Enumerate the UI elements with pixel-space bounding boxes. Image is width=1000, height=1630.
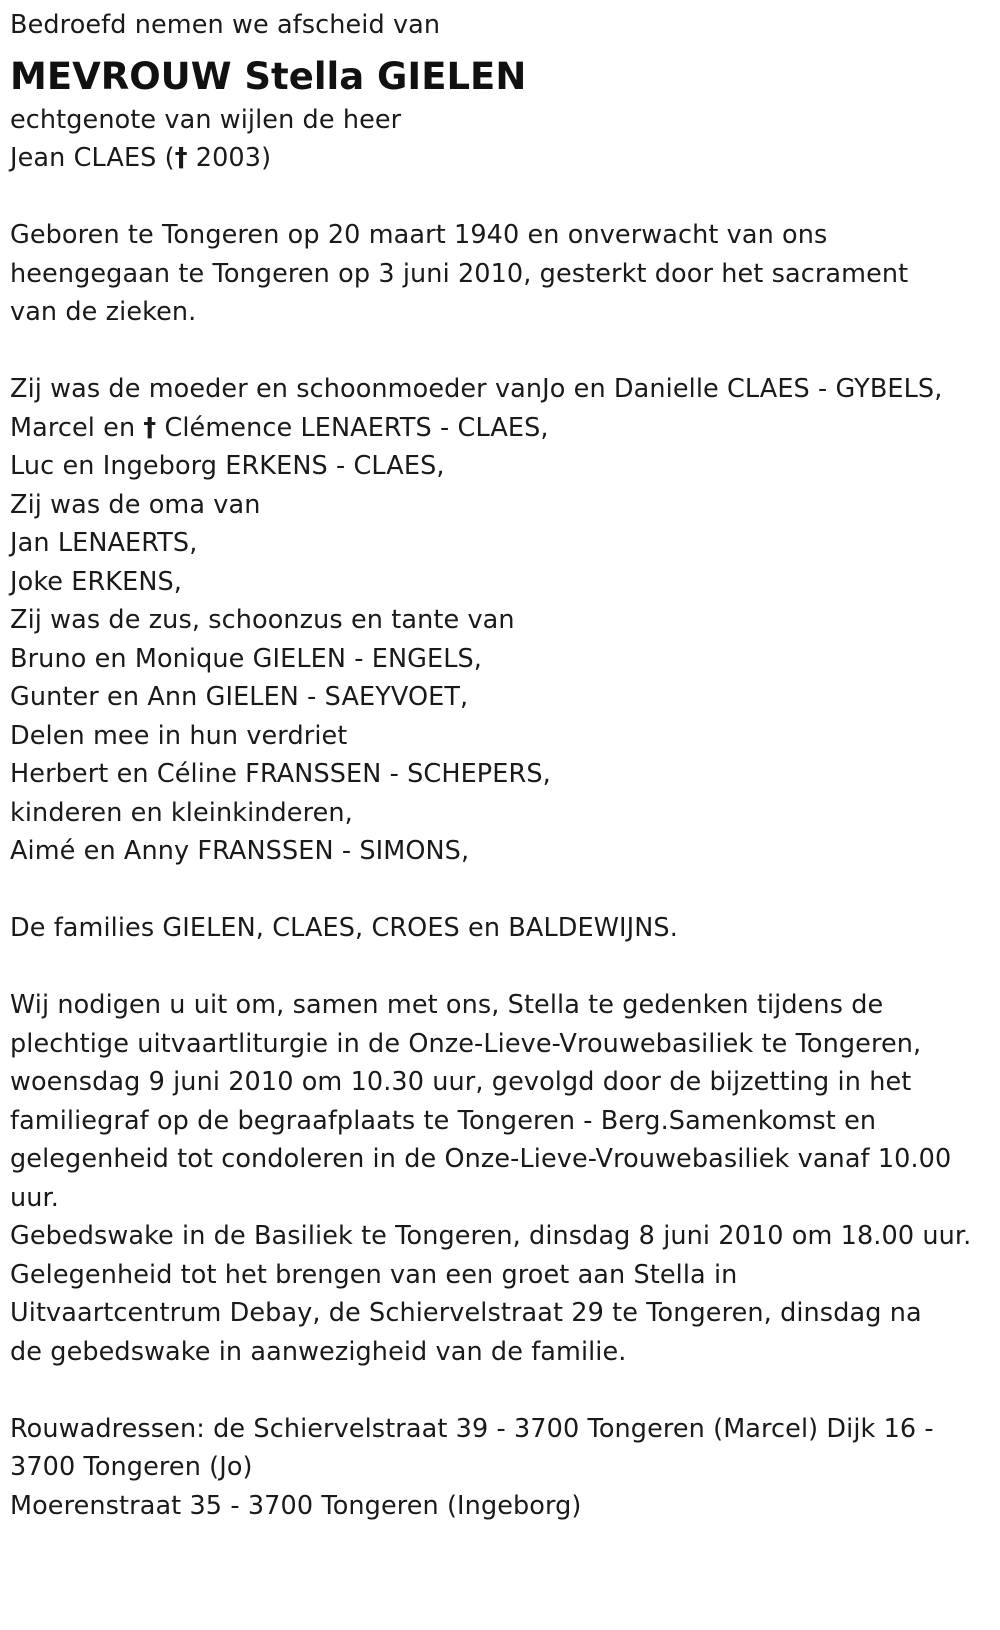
ceremony-line: gelegenheid tot condoleren in de Onze-Lieve-Vrouwebasiliek vanaf 10.00 xyxy=(10,1144,952,1174)
family-line: Zij was de moeder en schoonmoeder vanJo en Danielle CLAES - GYBELS, xyxy=(10,374,943,404)
spouse-name-line xyxy=(10,139,990,178)
families-line: De families GIELEN, CLAES, CROES en BALDEWIJNS. xyxy=(10,913,678,943)
ceremony-line: de gebedswake in aanwezigheid van de familie. xyxy=(10,1336,627,1367)
cross-icon: † xyxy=(143,412,157,443)
family-clemence: Clémence LENAERTS - CLAES, xyxy=(156,412,549,443)
family-line: Jan LENAERTS, xyxy=(10,528,198,558)
family-line: Aimé en Anny FRANSSEN - SIMONS, xyxy=(10,836,470,866)
family-line: Bruno en Monique GIELEN - ENGELS, xyxy=(10,643,483,674)
family-line: Zij was de oma van xyxy=(10,489,261,520)
spacer xyxy=(10,178,990,217)
spouse-line: echtgenote van wijlen de heer xyxy=(10,104,402,135)
ceremony-line: woensdag 9 juni 2010 om 10.30 uur, gevolgd door de bijzetting in het xyxy=(10,1067,912,1097)
family-line: Joke ERKENS, xyxy=(10,566,183,597)
address-line: 3700 Tongeren (Jo) xyxy=(10,1452,253,1482)
family-line: Herbert en Céline FRANSSEN - SCHEPERS, xyxy=(10,759,551,789)
birth-line: Geboren te Tongeren op 20 maart 1940 en onverwacht van ons xyxy=(10,220,828,250)
ceremony-line: Gebedswake in de Basiliek te Tongeren, dinsdag 8 juni 2010 om 18.00 uur. xyxy=(10,1221,972,1251)
family-marcel: Marcel en xyxy=(10,412,144,443)
ceremony-line: Uitvaartcentrum Debay, de Schiervelstraat 29 te Tongeren, dinsdag na xyxy=(10,1298,922,1328)
family-line: Gunter en Ann GIELEN - SAEYVOET, xyxy=(10,682,469,712)
family-line xyxy=(10,409,990,448)
spacer xyxy=(10,948,990,987)
birth-line: heengegaan te Tongeren op 3 juni 2010, gesterkt door het sacrament xyxy=(10,258,909,289)
ceremony-line: plechtige uitvaartliturgie in de Onze-Lieve-Vrouwebasiliek te Tongeren, xyxy=(10,1028,922,1059)
ceremony-line: uur. xyxy=(10,1182,59,1213)
spouse-death-year: 2003) xyxy=(187,143,272,173)
family-line: Luc en Ingeborg ERKENS - CLAES, xyxy=(10,451,445,481)
birth-line: van de zieken. xyxy=(10,297,197,327)
address-line: Moerenstraat 35 - 3700 Tongeren (Ingeborg) xyxy=(10,1490,582,1521)
address-line: Rouwadressen: de Schiervelstraat 39 - 3700 Tongeren (Marcel) Dijk 16 - xyxy=(10,1413,934,1444)
deceased-name: MEVROUW Stella GIELEN xyxy=(10,54,527,98)
ceremony-line: Wij nodigen u uit om, samen met ons, Stella te gedenken tijdens de xyxy=(10,990,884,1020)
spacer xyxy=(10,332,990,371)
intro-text: Bedroefd nemen we afscheid van xyxy=(10,10,441,40)
spacer xyxy=(10,871,990,910)
ceremony-line: Gelegenheid tot het brengen van een groet aan Stella in xyxy=(10,1259,738,1290)
cross-icon: † xyxy=(174,143,188,173)
spacer xyxy=(10,1371,990,1410)
family-line: kinderen en kleinkinderen, xyxy=(10,797,353,828)
spouse-name: Jean CLAES ( xyxy=(10,143,175,173)
family-line: Zij was de zus, schoonzus en tante van xyxy=(10,605,515,635)
ceremony-line: familiegraf op de begraafplaats te Tongeren - Berg.Samenkomst en xyxy=(10,1105,877,1136)
family-line: Delen mee in hun verdriet xyxy=(10,720,348,751)
